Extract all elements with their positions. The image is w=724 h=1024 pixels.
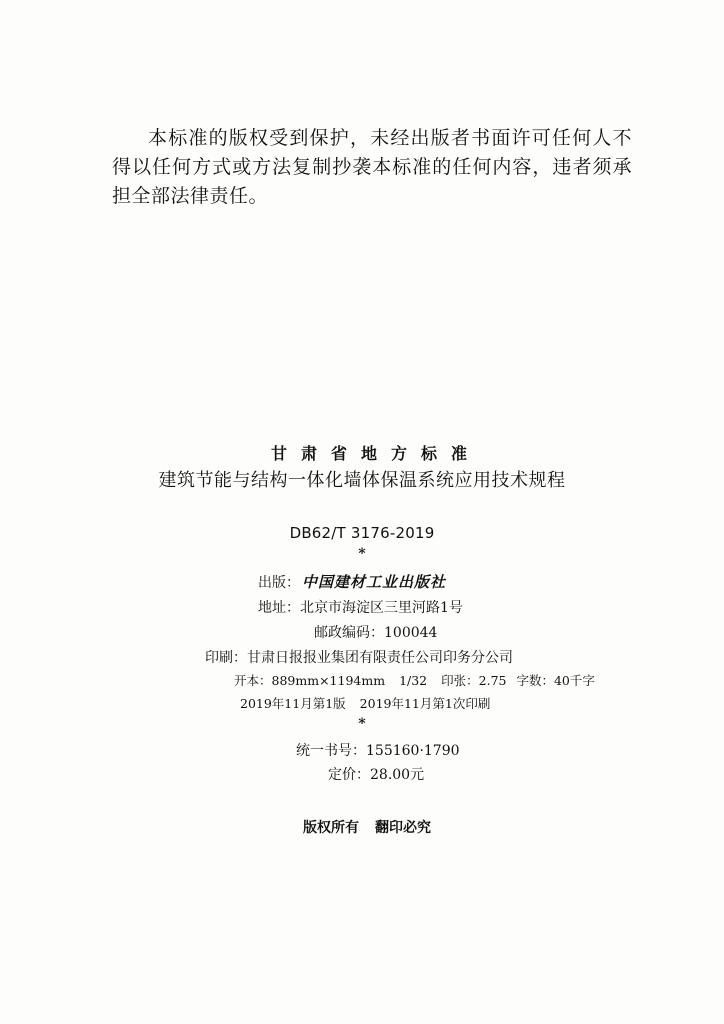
- standard-title: 建筑节能与结构一体化墙体保温系统应用技术规程: [158, 470, 566, 491]
- book-format: 开本：889mm×1194mm: [234, 673, 386, 688]
- standard-code: DB62/T 3176-2019: [289, 524, 435, 542]
- price: 定价：28.00元: [328, 767, 425, 783]
- publisher-address: 地址：北京市海淀区三里河路1号: [258, 600, 463, 616]
- printer-info: 印刷：甘肃日报报业集团有限责任公司印务分公司: [205, 650, 513, 666]
- book-fold: 1/32: [399, 673, 428, 688]
- publisher-label: 出版：: [258, 575, 300, 591]
- publisher-name: 中国建材工业出版社: [302, 573, 447, 591]
- no-reprint: 翻印必究: [375, 820, 431, 836]
- word-count: 字数：40千字: [516, 673, 595, 688]
- publisher-line: [258, 571, 446, 592]
- printing-date: 2019年11月第1次印刷: [359, 696, 491, 711]
- separator-star: *: [358, 546, 366, 562]
- postal-code: 邮政编码：100044: [314, 625, 438, 641]
- copyright-notice: 本标准的版权受到保护，未经出版者书面许可任何人不得以任何方式或方法复制抄袭本标准的任何内容，违者须承担全部法律责任。: [112, 127, 632, 207]
- book-number: 统一书号：155160·1790: [296, 743, 460, 759]
- rights-reserved: 版权所有: [303, 820, 359, 836]
- standard-type: 甘肃省地方标准: [270, 444, 481, 463]
- edition-line: [240, 694, 490, 712]
- format-line: [234, 671, 595, 689]
- separator-star: *: [358, 716, 366, 732]
- edition-date: 2019年11月第1版: [240, 696, 346, 711]
- rights-statement: [303, 817, 431, 837]
- printed-sheets: 印张：2.75: [441, 673, 507, 688]
